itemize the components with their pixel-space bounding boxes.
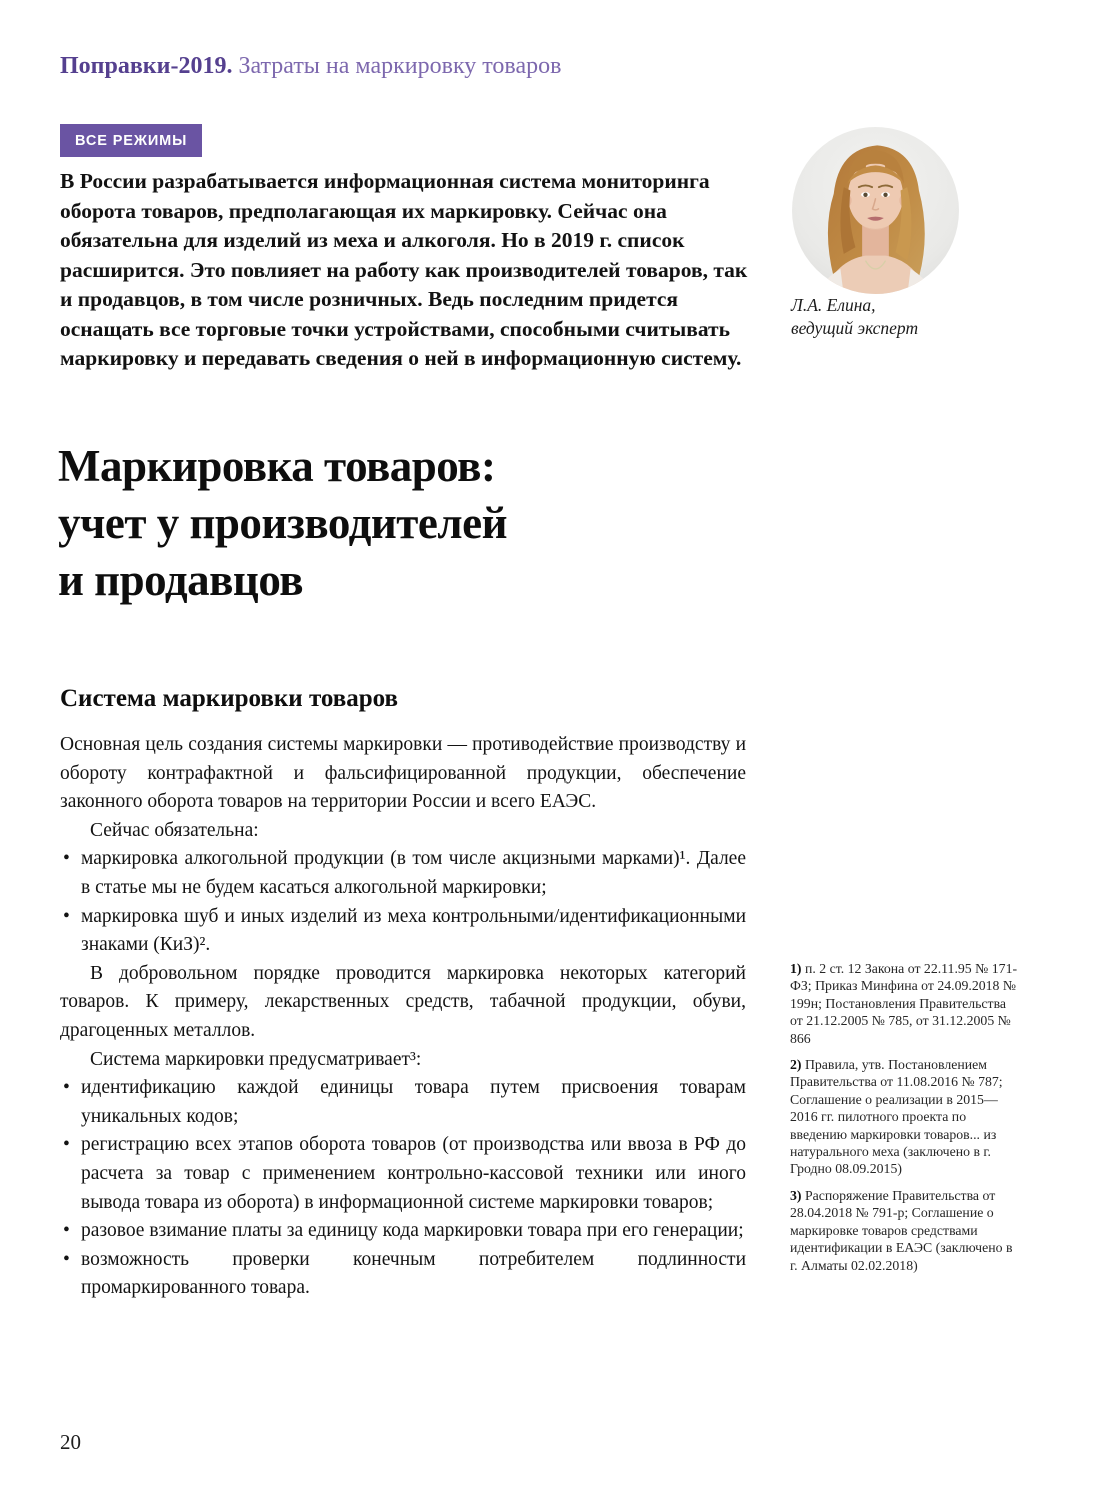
paragraph-voluntary: В добровольном порядке проводится маркировка некоторых категорий товаров. К примеру, лекарственных средств, табачной продукции, обуви, драгоценных металлов.: [60, 962, 746, 1041]
bullet-fur-marking: • маркировка шуб и иных изделий из меха контрольными/идентификационными знаками (КиЗ)².: [60, 903, 746, 960]
portrait-illustration: [792, 127, 959, 294]
footnote-2: [790, 1056, 1018, 1178]
footnote-2-number: 2): [790, 1057, 802, 1073]
footnote-1: [790, 960, 1018, 1047]
author-caption: [791, 294, 918, 340]
article-body: [60, 731, 746, 1303]
footnote-3: [790, 1187, 1018, 1274]
kicker-rubric: Поправки-2019.: [60, 53, 233, 79]
footnote-2-text: Правила, утв. Постановлением Правительства от 11.08.2016 № 787; Соглашение о реализации в 2015—2016 гг. пилотного проекта по введению маркировки товаров... из натурального меха (заключено в г. Гродно 08.09.2015): [790, 1057, 1003, 1177]
footnote-1-text: п. 2 ст. 12 Закона от 22.11.95 № 171-ФЗ; Приказ Минфина от 24.09.2018 № 199н; Постановления Правительства от 21.12.2005 № 785, от 31.12.2005 № 866: [790, 961, 1018, 1046]
bullet-fee: • разовое взимание платы за единицу кода маркировки товара при его генерации;: [60, 1217, 746, 1246]
paragraph-now-mandatory: Сейчас обязательна:: [90, 819, 259, 841]
article-title: [58, 438, 507, 609]
author-role: ведущий эксперт: [791, 318, 919, 338]
bullet-registration: • регистрацию всех этапов оборота товаров (от производства или ввоза в РФ до расчета за товар с применением контрольно-кассовой техники или иного вывода товара из оборота) в информационной системе маркировки товаров;: [60, 1131, 746, 1217]
section-heading: Система маркировки товаров: [60, 685, 399, 712]
lead-paragraph: В России разрабатывается информационная система мониторинга оборота товаров, предполагающая их маркировку. Сейчас она обязательна для изделий из меха и алкоголя. Но в 2019 г. список расширится. Это повлияет на работу как производителей товаров, так и продавцов, в том числе розничных. Ведь последним придется оснащать все торговые точки устройствами, способными считывать маркировку и передавать сведения о ней в информационную систему.: [60, 169, 748, 370]
footnote-3-number: 3): [790, 1187, 802, 1203]
paragraph-system-provides: Система маркировки предусматривает³:: [90, 1048, 422, 1070]
sidebar-footnotes: [790, 960, 1018, 1283]
paragraph-goal: Основная цель создания системы маркировки — противодействие производству и обороту контрафактной и фальсифицированной продукции, обеспечение законного оборота товаров на территории России и всего ЕАЭС.: [60, 734, 746, 813]
bullet-consumer-check: • возможность проверки конечным потребителем подлинности промаркированного товара.: [60, 1246, 746, 1303]
bullet-identification: • идентификацию каждой единицы товара путем присвоения товарам уникальных кодов;: [60, 1074, 746, 1131]
author-name: Л.А. Елина,: [791, 295, 876, 315]
footnote-3-text: Распоряжение Правительства от 28.04.2018 № 791-р; Соглашение о маркировке товаров средствами идентификации в ЕАЭС (заключено в г. Алматы 02.02.2018): [790, 1187, 1013, 1273]
article-title-line: и продавцов: [58, 555, 304, 605]
page-number: 20: [60, 1430, 81, 1454]
article-title-line: учет у производителей: [58, 498, 508, 548]
article-title-line: Маркировка товаров:: [58, 441, 496, 491]
author-photo: [792, 127, 959, 294]
bullet-alcohol-marking: • маркировка алкогольной продукции (в том числе акцизными марками)¹. Далее в статье мы не будем касаться алкогольной маркировки;: [60, 845, 746, 902]
footnote-1-number: 1): [790, 961, 802, 976]
kicker: [60, 52, 561, 80]
kicker-topic: Затраты на маркировку товаров: [232, 53, 562, 79]
tax-regime-badge: ВСЕ РЕЖИМЫ: [60, 124, 202, 157]
